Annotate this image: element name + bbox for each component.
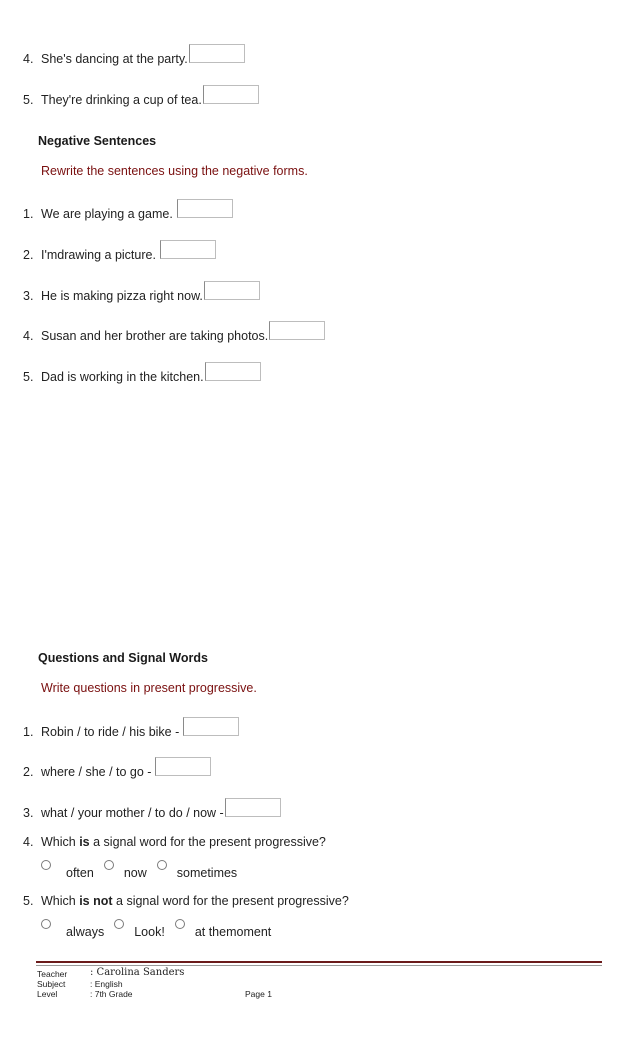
- answer-input[interactable]: [225, 798, 281, 817]
- radio-button[interactable]: [41, 919, 51, 929]
- footer-level-label: Level: [37, 989, 58, 999]
- footer-subject-label: Subject: [37, 979, 66, 989]
- item-text: [41, 835, 326, 849]
- radio-button[interactable]: [175, 919, 185, 929]
- item-number: 5.: [23, 370, 34, 384]
- item-number: 3.: [23, 289, 34, 303]
- answer-input[interactable]: [189, 44, 245, 63]
- radio-label: now: [123, 866, 147, 880]
- item-text: They're drinking a cup of tea.: [41, 93, 202, 107]
- exercise-item: [23, 284, 260, 303]
- answer-input[interactable]: [155, 757, 211, 776]
- section-heading: Negative Sentences: [38, 134, 157, 148]
- footer-teacher-value: : Carolina Sanders: [90, 967, 185, 978]
- answer-input[interactable]: [269, 321, 325, 340]
- item-number: 1.: [23, 207, 34, 221]
- radio-button[interactable]: [104, 860, 114, 870]
- answer-input[interactable]: [177, 199, 233, 218]
- item-text: [41, 894, 349, 908]
- radio-label: often: [66, 866, 94, 880]
- section-heading: Questions and Signal Words: [38, 651, 208, 665]
- radio-label: at themoment: [194, 925, 272, 939]
- radio-label: sometimes: [176, 866, 238, 880]
- exercise-item: [23, 324, 325, 343]
- exercise-item: [23, 720, 239, 739]
- exercise-item: [23, 47, 245, 66]
- radio-label: always: [66, 925, 105, 939]
- question-text-bold: is: [79, 835, 90, 849]
- footer-divider-thin: [36, 965, 602, 966]
- item-number: 4.: [23, 52, 34, 66]
- exercise-item: [23, 88, 259, 107]
- exercise-item: [23, 365, 261, 384]
- item-number: 5.: [23, 93, 34, 107]
- exercise-item: [23, 894, 349, 908]
- exercise-item: [23, 760, 211, 779]
- item-text: I'mdrawing a picture.: [41, 248, 156, 262]
- item-number: 2.: [23, 248, 34, 262]
- item-text: Susan and her brother are taking photos.: [41, 329, 269, 343]
- radio-button[interactable]: [41, 860, 51, 870]
- radio-group: [41, 925, 281, 939]
- answer-input[interactable]: [203, 85, 259, 104]
- answer-input[interactable]: [204, 281, 260, 300]
- question-text-post: a signal word for the present progressive?: [112, 894, 349, 908]
- item-text: She's dancing at the party.: [41, 52, 188, 66]
- item-number: 5.: [23, 894, 34, 908]
- item-number: 4.: [23, 329, 34, 343]
- radio-label: Look!: [134, 925, 165, 939]
- exercise-item: [23, 835, 326, 849]
- radio-button[interactable]: [157, 860, 167, 870]
- section-instruction: Rewrite the sentences using the negative forms.: [41, 164, 308, 178]
- footer-subject-value: : English: [90, 979, 123, 989]
- item-number: 1.: [23, 725, 34, 739]
- footer-teacher-label: Teacher: [37, 969, 68, 979]
- item-text: what / your mother / to do / now -: [41, 806, 224, 820]
- footer-level-value: : 7th Grade: [90, 989, 133, 999]
- exercise-item: [23, 202, 233, 221]
- question-text-pre: Which: [41, 894, 80, 908]
- answer-input[interactable]: [205, 362, 261, 381]
- answer-input[interactable]: [160, 240, 216, 259]
- item-number: 4.: [23, 835, 34, 849]
- item-text: We are playing a game.: [41, 207, 173, 221]
- answer-input[interactable]: [183, 717, 239, 736]
- item-number: 3.: [23, 806, 34, 820]
- item-text: Robin / to ride / his bike -: [41, 725, 180, 739]
- item-text: He is making pizza right now.: [41, 289, 203, 303]
- exercise-item: [23, 243, 216, 262]
- radio-button[interactable]: [114, 919, 124, 929]
- item-text: where / she / to go -: [41, 765, 152, 779]
- question-text-bold: is not: [79, 894, 113, 908]
- item-number: 2.: [23, 765, 34, 779]
- question-text-pre: Which: [41, 835, 80, 849]
- footer-page-number: Page 1: [245, 989, 272, 999]
- footer-divider: [36, 961, 602, 963]
- question-text-post: a signal word for the present progressive?: [89, 835, 326, 849]
- section-instruction: Write questions in present progressive.: [41, 681, 257, 695]
- radio-group: [41, 866, 247, 880]
- exercise-item: [23, 801, 281, 820]
- item-text: Dad is working in the kitchen.: [41, 370, 204, 384]
